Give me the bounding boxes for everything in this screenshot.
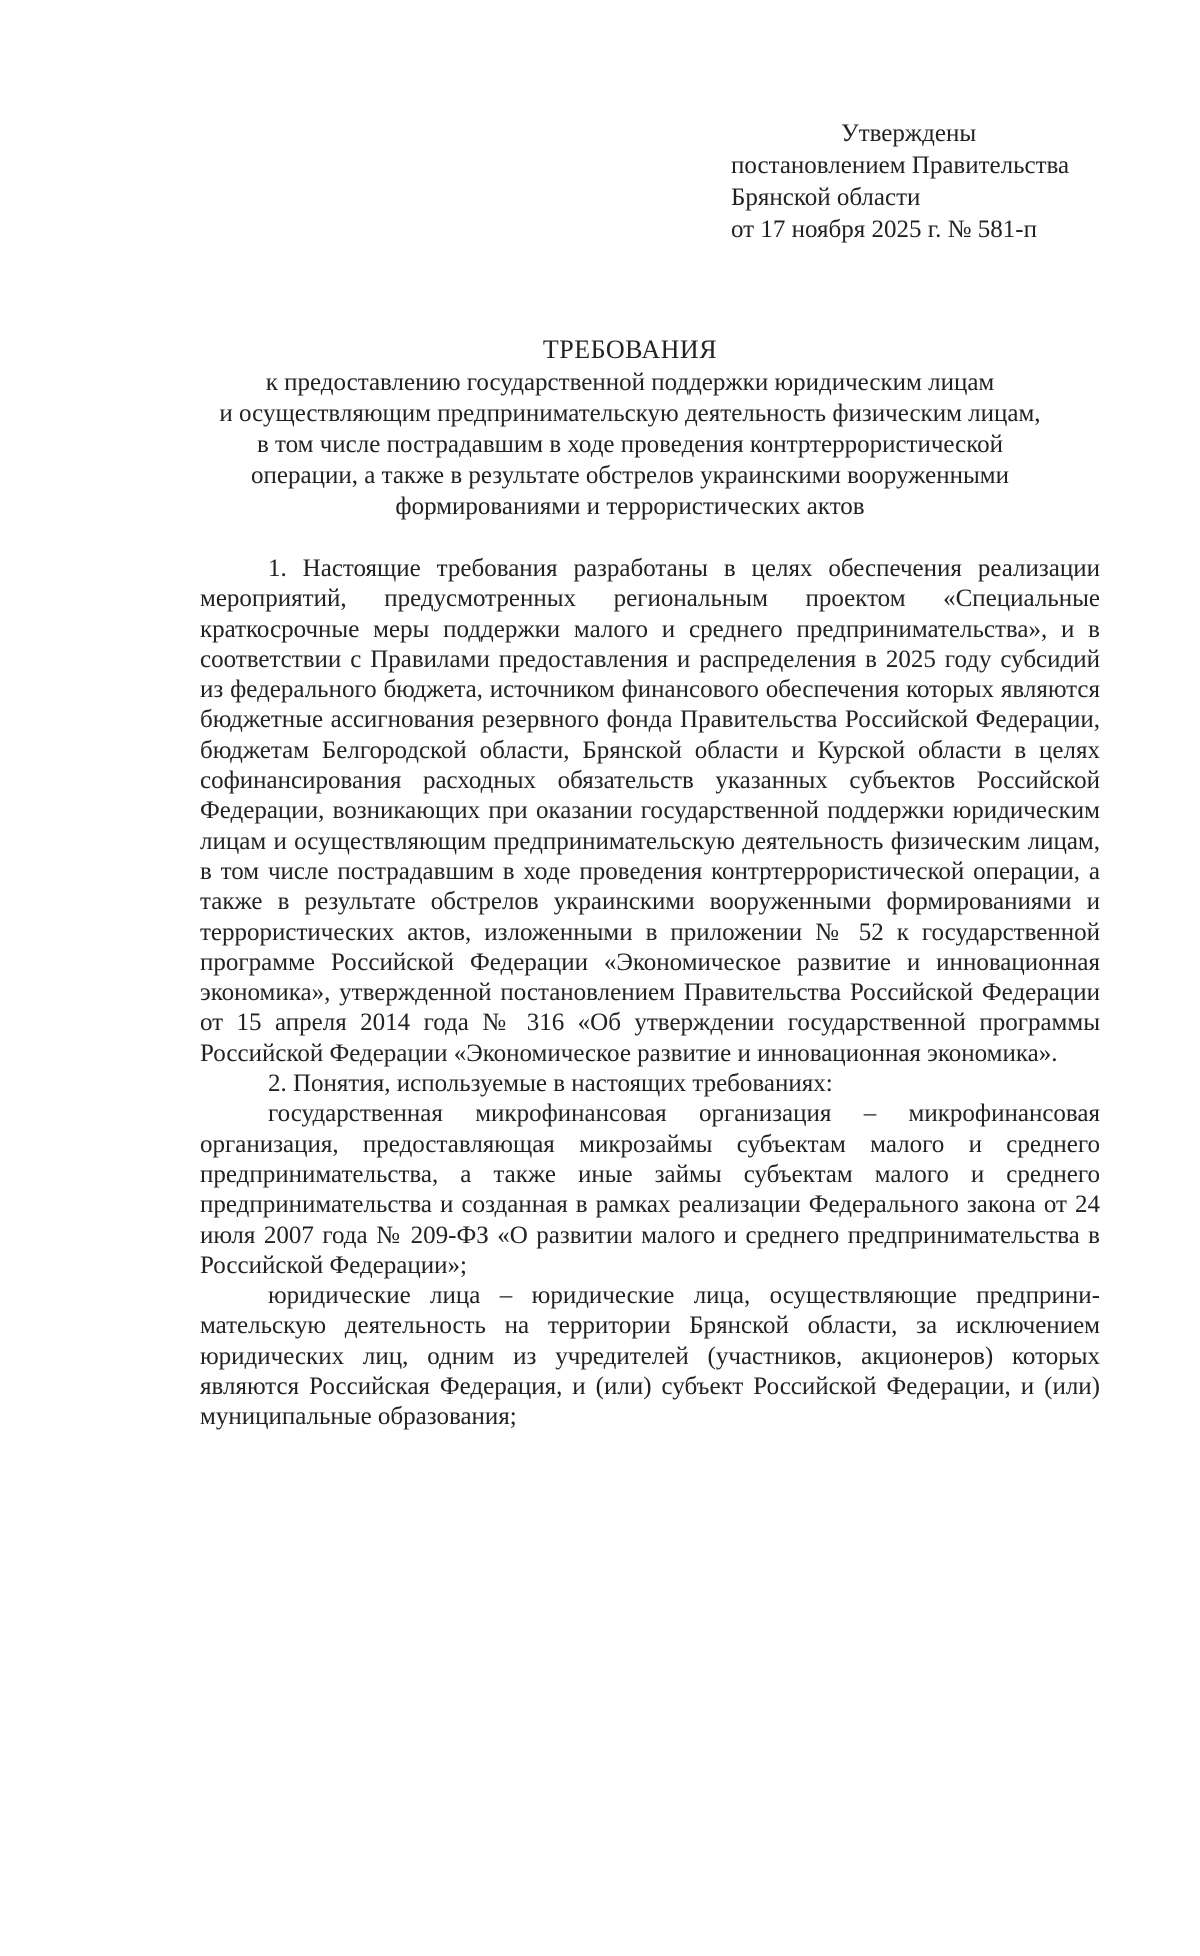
approval-stamp	[731, 118, 1151, 246]
approval-line-3: Брянской области	[731, 184, 921, 211]
heading-subtitle-line: в том числе пострадавшим в ходе проведения контртеррористической	[256, 431, 1004, 458]
heading-subtitle-line: и осуществляющим предпринимательскую деятельность физическим лицам,	[219, 400, 1041, 427]
approval-line-1: Утверждены	[841, 120, 977, 147]
heading-subtitle-line: формированиями и террористических актов	[395, 493, 865, 520]
heading-subtitle-line: операции, а также в результате обстрелов украинскими вооруженными	[251, 462, 1009, 489]
paragraph-4: юридические лица – юридические лица, осуществляющие предпринимательскую деятельность на территории Брянской области, за исключением юридических лиц, одним из учредителей (участников, акционеров) которых являются Российская Федерация, и (или) субъект Российской Федерации, и (или) муниципальные образования;	[200, 1282, 1100, 1431]
approval-line-4: от 17 ноября 2025 г. № 581-п	[731, 216, 1037, 243]
document-title: ТРЕБОВАНИЯ	[542, 335, 718, 364]
paragraph-2: 2. Понятия, используемые в настоящих требованиях:	[268, 1070, 833, 1098]
paragraph-3: государственная микрофинансовая организация – микрофинансовая организация, предоставляющая микрозаймы субъектам малого и среднего предпринимательства, а также иные займы субъектам малого и среднего предпринимательства и созданная в рамках реализации Федерального закона от 24 июля 2007 года № 209-ФЗ «О развитии малого и среднего предпринимательства в Российской Федерации»;	[200, 1100, 1100, 1279]
heading-subtitle-line: к предоставлению государственной поддержки юридическим лицам	[265, 369, 995, 396]
document-body	[200, 554, 1100, 1433]
paragraph-1: 1. Настоящие требования разработаны в целях обеспечения реализации мероприятий, предусмотренных региональным проектом «Специальные краткосрочные меры поддержки малого и среднего предпринимательства», и в соответствии с Правилами предоставления и распределения в 2025 году субсидий из федерального бюджета, источником финансового обеспечения которых являются бюджетные ассигнования резервного фонда Правительства Российской Федерации, бюджетам Белгородской области, Брянской области и Курской области в целях софинансирования расходных обязательств указанных субъектов Российской Федерации, возникающих при оказании государственной поддержки юридическим лицам и осуществляющим предпринимательскую деятельность физическим лицам, в том числе пострадавшим в ходе проведения контртеррористической операции, а также в результате обстрелов украинскими вооруженными формированиями и террористических актов, изложенными в приложении № 52 к государственной программе Российской Федерации «Экономическое развитие и инновационная экономика», утвержденной постановлением Правительства Российской Федерации от 15 апреля 2014 года № 316 «Об утверждении государственной программы Российской Федерации «Экономическое развитие и инновационная экономика».	[200, 555, 1100, 1067]
approval-line-2: постановлением Правительства	[731, 152, 1070, 179]
document-heading	[190, 334, 1070, 522]
